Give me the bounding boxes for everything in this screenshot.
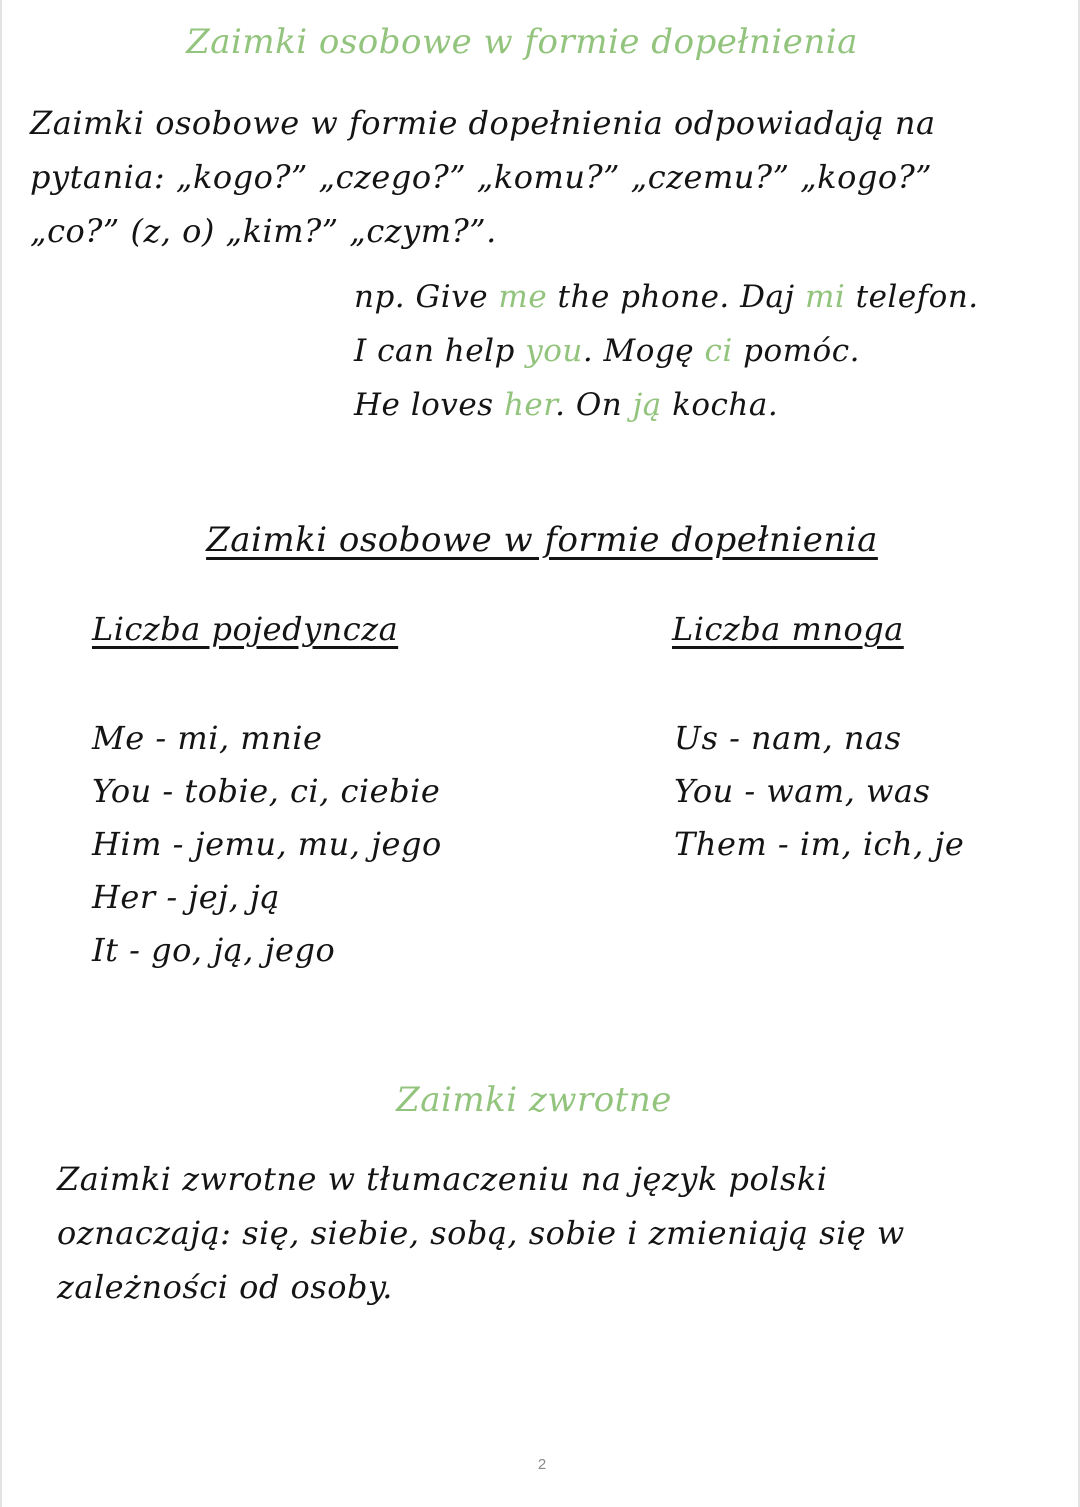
example-line	[354, 324, 1064, 378]
example-text: telefon.	[845, 279, 979, 315]
section-title-reflexive-pronouns: Zaimki zwrotne	[396, 1080, 672, 1120]
example-line	[354, 378, 1064, 432]
example-line	[354, 270, 1064, 324]
example-text: . On	[555, 387, 633, 423]
page-number: 2	[537, 1456, 547, 1473]
intro-line: Zaimki osobowe w formie dopełnienia odpowiadają na	[30, 104, 936, 142]
pronoun-table-title: Zaimki osobowe w formie dopełnienia	[206, 520, 878, 560]
intro-paragraph	[30, 96, 1050, 258]
example-en-pronoun: me	[498, 279, 548, 315]
examples-block	[354, 270, 1064, 432]
reflexive-line: oznaczają: się, siebie, sobą, sobie i zmieniają się w	[57, 1214, 905, 1252]
intro-line: „co?” (z, o) „kim?” „czym?”.	[30, 212, 497, 250]
example-text: kocha.	[661, 387, 779, 423]
reflexive-line: Zaimki zwrotne w tłumaczeniu na język polski	[57, 1160, 828, 1198]
singular-pronoun-list	[92, 712, 442, 977]
example-en-pronoun: her	[503, 387, 556, 423]
section-title-object-pronouns: Zaimki osobowe w formie dopełnienia	[186, 22, 858, 62]
list-item: Me - mi, mnie	[92, 719, 323, 757]
list-item: Him - jemu, mu, jego	[92, 825, 442, 863]
example-text: He loves	[354, 387, 504, 423]
list-item: You - wam, was	[674, 772, 931, 810]
plural-column-heading: Liczba mnoga	[672, 610, 904, 648]
example-text: . Mogę	[582, 333, 705, 369]
example-pl-pronoun: ci	[704, 333, 733, 369]
plural-pronoun-list	[674, 712, 964, 871]
list-item: You - tobie, ci, ciebie	[92, 772, 441, 810]
list-item: Her - jej, ją	[92, 878, 280, 916]
example-text: np. Give	[354, 279, 499, 315]
reflexive-line: zależności od osoby.	[57, 1268, 393, 1306]
example-text: I can help	[354, 333, 526, 369]
reflexive-paragraph	[57, 1152, 1057, 1314]
list-item: Them - im, ich, je	[674, 825, 965, 863]
intro-line: pytania: „kogo?” „czego?” „komu?” „czemu?” „kogo?”	[30, 158, 933, 196]
example-pl-pronoun: ją	[632, 387, 662, 423]
list-item: It - go, ją, jego	[92, 931, 336, 969]
example-pl-pronoun: mi	[804, 279, 846, 315]
example-text: the phone. Daj	[547, 279, 805, 315]
example-text: pomóc.	[732, 333, 860, 369]
singular-column-heading: Liczba pojedyncza	[92, 610, 399, 648]
list-item: Us - nam, nas	[674, 719, 902, 757]
example-en-pronoun: you	[525, 333, 583, 369]
